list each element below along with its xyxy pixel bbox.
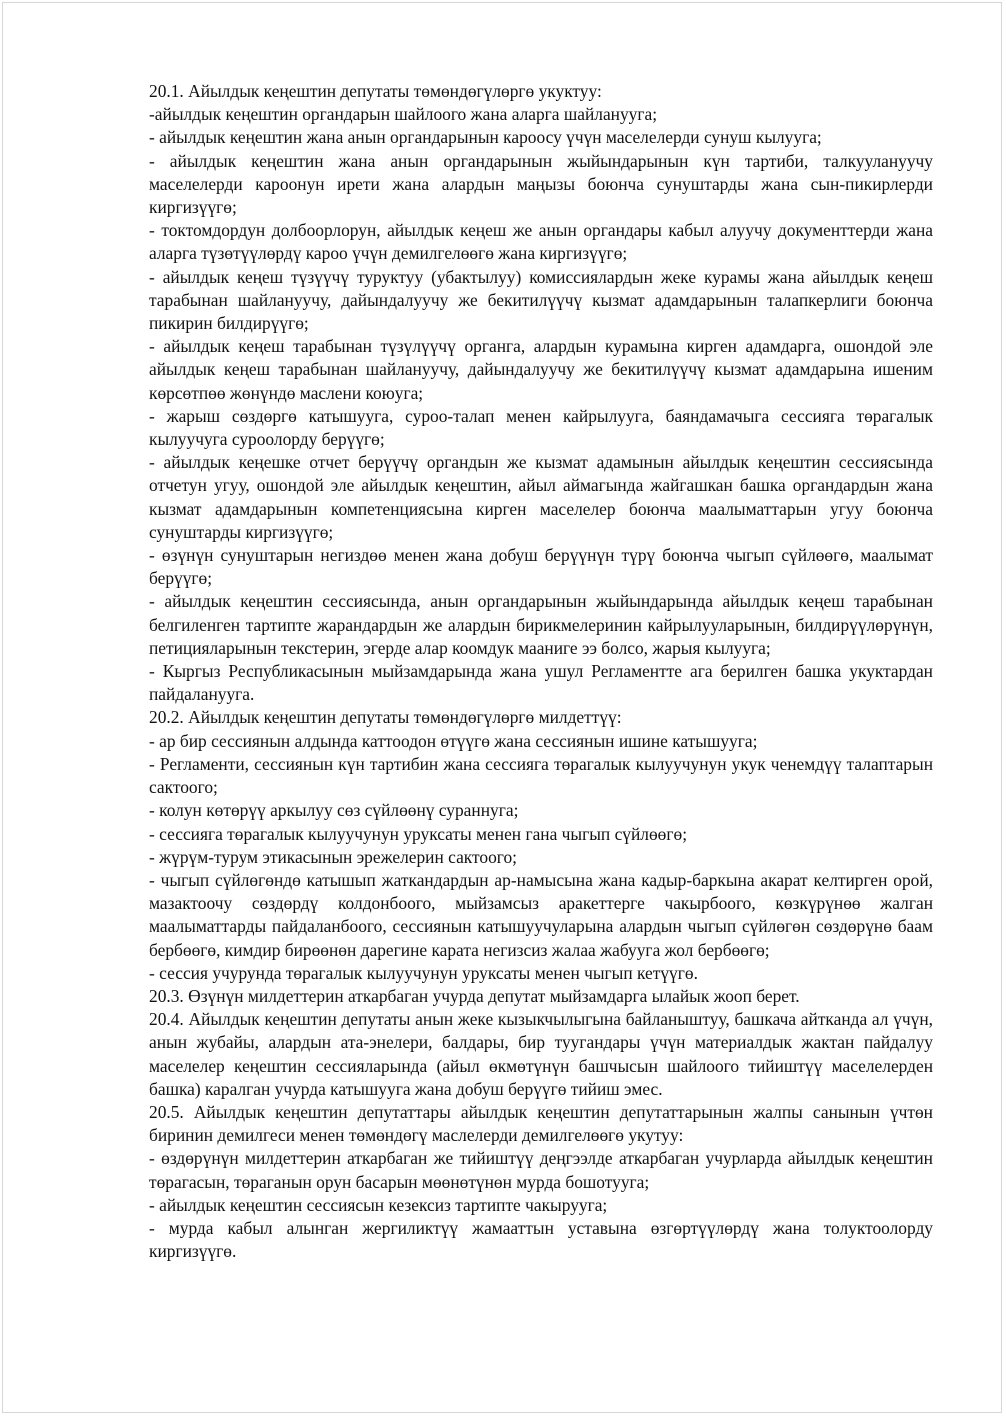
paragraph: 20.4. Айылдык кеңештин депутаты анын жеке кызыкчылыгына байланыштуу, башкача айтканда ал үчүн, анын жубайы, алардын ата-энелери, балдары, бир туугандары үчүн материалдык жактан пайдалуу маселелер кеңештин сессияларында (айыл өкмөтүнүн башчысын шайлоого тийиштүү маселелерден башка) каралган учурда катышууга жана добуш берүүгө тийиш эмес. [149, 1009, 933, 1099]
paragraph: - өзүнүн сунуштарын негиздөө менен жана добуш берүүнүн түрү боюнча чыгып сүйлөөгө, маалымат берүүгө; [149, 545, 933, 589]
document-page [2, 2, 1002, 1413]
paragraph: - айылдык кеңешке отчет берүүчү органдын же кызмат адамынын айылдык кеңештин сессиясында отчетун угуу, ошондой эле айылдык кеңештин, айыл аймагында жайгашкан башка органдардын жана кызмат адамдарынын компетенциясына кирген маселелер боюнча маалыматтарын угуу боюнча сунуштарды киргизүүгө; [149, 452, 933, 542]
paragraph: - мурда кабыл алынган жергиликтүү жамааттын уставына өзгөртүүлөрдү жана толуктоолорду киргизүүгө. [149, 1217, 933, 1262]
paragraph: - өздөрүнүн милдеттерин аткарбаган же тийиштүү деңгээлде аткарбаган учурларда айылдык кеңештин төрагасын, төраганын орун басарын мөөнөтүнөн мурда бошотууга; [149, 1148, 933, 1192]
paragraph: - колун көтөрүү аркылуу сөз сүйлөөнү сураннуга; [149, 800, 519, 821]
paragraph: - чыгып сүйлөгөндө катышып жаткандардын ар-намысына жана кадыр-баркына акарат келтирген орой, мазактоочу сөздөрдү колдонбоого, мыйзамсыз аракеттерге чакырбоого, көзкүрүнөө жалган маалыматтарды пайдаланбоого, сессиянын катышуучуларына алардын чыгып сүйлөгөн сөздөрүнө баам бербөөгө, кимдир бирөөнөн дарегине карата негизсиз жалаа жабууга жол бербөөгө; [149, 869, 933, 960]
paragraph: - айылдык кеңеш тарабынан түзүлүүчү органга, алардын курамына кирген адамдарга, ошондой эле айылдык кеңеш тарабынан шайлануучу, дайындалуучу же бекитилүүчү кызмат адамдарына ишеним көрсөтпөө жөнүндө маслени коюуга; [149, 336, 933, 403]
paragraph: - айылдык кеңеш түзүүчү туруктуу (убактылуу) комиссиялардын жеке курамы жана айылдык кеңеш тарабынан шайлануучу, дайындалуучу же бекитилүүчү кызмат адамдарынын талапкерлиги боюнча пикирин билдирүүгө; [149, 266, 933, 334]
paragraph: - жүрүм-турум этикасынын эрежелерин сактоого; [149, 846, 518, 867]
paragraph: - ар бир сессиянын алдында каттоодон өтүүгө жана сессиянын ишине катышууга; [149, 730, 758, 751]
paragraph: - сессия учурунда төрагалык кылуучунун уруксаты менен чыгып кетүүгө. [149, 962, 698, 983]
paragraph: -айылдык кеңештин органдарын шайлоого жана аларга шайланууга; [149, 104, 658, 125]
paragraph: - Регламенти, сессиянын күн тартибин жана сессияга төрагалык кылуучунун укук ченемдүү талаптарын сактоого; [149, 753, 933, 798]
paragraph: - айылдык кеңештин жана анын органдарынын кароосу үчүн маселелерди сунуш кылууга; [149, 127, 822, 148]
paragraph: - Кыргыз Республикасынын мыйзамдарында жана ушул Регламентте ага берилген башка укуктардан пайдаланууга. [149, 661, 933, 705]
document-body [149, 80, 933, 1263]
paragraph: - токтомдордун долбоорлорун, айылдык кеңеш же анын органдары кабыл алуучу документтерди жана аларга түзөтүүлөрдү кароо үчүн демилгелөөгө жана киргизүүгө; [149, 220, 933, 264]
paragraph: 20.3. Өзүнүн милдеттерин аткарбаган учурда депутат мыйзамдарга ылайык жооп берет. [149, 985, 800, 1006]
paragraph: - жарыш сөздөргө катышууга, суроо-талап менен кайрылууга, баяндамачыга сессияга төрагалык кылуучуга суроолорду берүүгө; [149, 405, 933, 450]
paragraph: - айылдык кеңештин жана анын органдарынын жыйындарынын күн тартиби, талкуулануучу маселелерди кароонун ирети жана алардын маңызы боюнча сунуштарды жана сын-пикирлерди киргизүүгө; [149, 150, 933, 218]
paragraph: - айылдык кеңештин сессиясын кезексиз тартипте чакырууга; [149, 1194, 608, 1215]
paragraph: - сессияга төрагалык кылуучунун уруксаты менен гана чыгып сүйлөөгө; [149, 823, 688, 844]
paragraph: - айылдык кеңештин сессиясында, анын органдарынын жыйындарында айылдык кеңеш тарабынан белгиленген тартипте жарандардын же алардын бирикмелеринин кайрылууларынын, билдирүүлөрүнүн, петицияларынын текстерин, эгерде алар коомдук мааниге ээ болсо, жарыя кылууга; [149, 591, 933, 658]
paragraph: 20.1. Айылдык кеңештин депутаты төмөндөгүлөргө укуктуу: [149, 81, 602, 101]
paragraph: 20.5. Айылдык кеңештин депутаттары айылдык кеңештин депутаттарынын жалпы санынын үчтөн биринин демилгеси менен төмөндөгү маслелерди демилгелөөгө укутуу: [149, 1101, 933, 1146]
paragraph: 20.2. Айылдык кеңештин депутаты төмөндөгүлөргө милдеттүү: [149, 707, 622, 728]
